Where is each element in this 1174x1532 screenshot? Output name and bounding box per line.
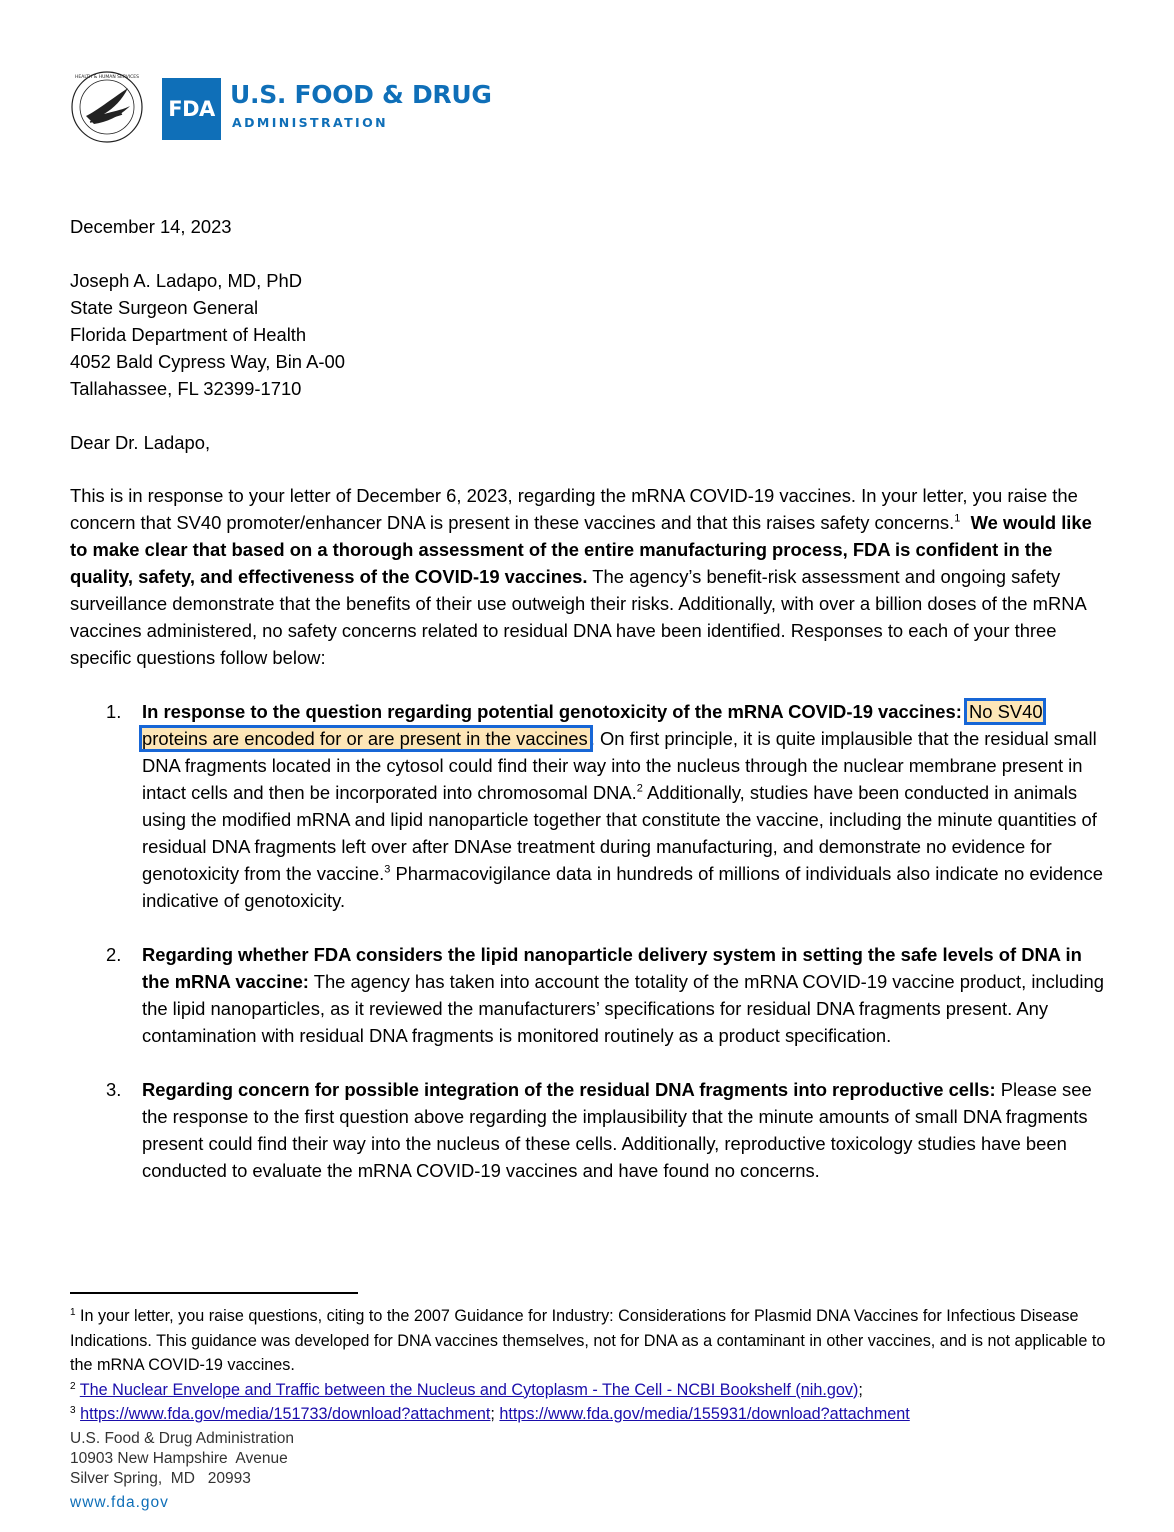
highlighted-statement: No SV40 proteins are encoded for or are present in the vaccines bbox=[142, 701, 1043, 749]
svg-text:HEALTH & HUMAN SERVICES: HEALTH & HUMAN SERVICES bbox=[75, 75, 139, 80]
response-item bbox=[70, 941, 1110, 1049]
address-line: Florida Department of Health bbox=[70, 324, 307, 345]
office-address bbox=[70, 1429, 294, 1513]
address-line: Tallahassee, FL 32399-1710 bbox=[70, 378, 302, 399]
response-number: 1. bbox=[106, 701, 122, 722]
footnote-ref[interactable]: 1 bbox=[954, 512, 961, 525]
response-number: 2. bbox=[106, 944, 122, 965]
footnotes bbox=[70, 1304, 1110, 1427]
response-body: Pharmacovigilance data in hundreds of millions of individuals also indicate no evidence indicative of genotoxicity. bbox=[142, 863, 1103, 911]
intro-bold-statement: We would like to make clear that based on a thorough assessment of the entire manufacturing process, FDA is confident in the quality, safety, and effectiveness of the COVID-19 vaccines. bbox=[70, 512, 1092, 587]
fda-download-link-2[interactable]: https://www.fda.gov/media/155931/download?attachment bbox=[499, 1405, 910, 1423]
address-line: 4052 Bald Cypress Way, Bin A-00 bbox=[70, 351, 345, 372]
office-line: 10903 New Hampshire Avenue bbox=[70, 1450, 288, 1467]
response-heading: Regarding whether FDA considers the lipid nanoparticle delivery system in setting the safe levels of DNA in the mRNA vaccine: bbox=[142, 944, 1082, 992]
intro-paragraph bbox=[70, 482, 1110, 671]
footnote-2 bbox=[70, 1378, 1110, 1403]
footnote-ref[interactable]: 2 bbox=[636, 782, 643, 795]
response-body: Additionally, studies have been conducted in animals using the modified mRNA and lipid nanoparticle together that constitute the vaccine, including the minute quantities of residual DNA fragments left over after DNAse treatment during manufacturing, and demonstrate no evidence for genotoxicity from the vaccine. bbox=[142, 782, 1097, 884]
footnote-ref[interactable]: 3 bbox=[384, 863, 391, 876]
footnote-marker: 3 bbox=[70, 1405, 76, 1416]
salutation: Dear Dr. Ladapo, bbox=[70, 432, 211, 453]
response-number: 3. bbox=[106, 1079, 122, 1100]
website-link[interactable]: www.fda.gov bbox=[70, 1494, 169, 1511]
fda-download-link-1[interactable]: https://www.fda.gov/media/151733/download?attachment bbox=[80, 1405, 491, 1423]
letterhead bbox=[70, 70, 490, 146]
response-heading: Regarding concern for possible integration of the residual DNA fragments into reproductive cells: bbox=[142, 1079, 996, 1100]
ncbi-bookshelf-link[interactable]: The Nuclear Envelope and Traffic between the Nucleus and Cytoplasm - The Cell - NCBI Bookshelf (nih.gov) bbox=[79, 1380, 859, 1399]
intro-text-continued: The agency’s benefit-risk assessment and ongoing safety surveillance demonstrate that the benefits of their use outweigh their risks. Additionally, with over a billion doses of the mRNA vaccines administered, no safety concerns related to residual DNA have been identified. Responses to each of your three specific questions follow below: bbox=[70, 566, 1086, 668]
responses-list bbox=[70, 698, 1110, 1211]
footnote-separator bbox=[70, 1292, 358, 1294]
response-body: The agency has taken into account the totality of the mRNA COVID-19 vaccine product, including the lipid nanoparticles, as it reviewed the manufacturers’ specifications for residual DNA fragments present. Any contamination with residual DNA fragments is monitored routinely as a product specification. bbox=[142, 971, 1104, 1046]
footnote-text: In your letter, you raise questions, citing to the 2007 Guidance for Industry: Considerations for Plasmid DNA Vaccines for Infectious Disease Indications. This guidance was developed for DNA vaccines themselves, not for DNA as a contaminant in other vaccines, and is not applicable to the mRNA COVID-19 vaccines. bbox=[70, 1307, 1106, 1374]
footnote-marker: 1 bbox=[70, 1307, 76, 1318]
address-line: Joseph A. Ladapo, MD, PhD bbox=[70, 270, 303, 291]
agency-subtitle: ADMINISTRATION bbox=[232, 115, 388, 130]
footnote-marker: 2 bbox=[70, 1380, 76, 1392]
office-line: U.S. Food & Drug Administration bbox=[70, 1430, 294, 1447]
footnote-3 bbox=[70, 1402, 1110, 1427]
address-line: State Surgeon General bbox=[70, 297, 259, 318]
response-item bbox=[70, 698, 1110, 914]
response-body: Please see the response to the first question above regarding the implausibility that the minute amounts of small DNA fragments present could find their way into the nucleus of these cells. Additionally, reproductive toxicology studies have been conducted to evaluate the mRNA COVID-19 vaccines and have found no concerns. bbox=[142, 1079, 1092, 1181]
intro-text: This is in response to your letter of December 6, 2023, regarding the mRNA COVID-19 vaccines. In your letter, you raise the concern that SV40 promoter/enhancer DNA is present in these vaccines and that this raises safety concerns. bbox=[70, 485, 1078, 533]
response-item bbox=[70, 1076, 1110, 1184]
letter-date: December 14, 2023 bbox=[70, 216, 232, 237]
fda-logo-mark: FDA bbox=[162, 78, 221, 140]
response-heading: In response to the question regarding potential genotoxicity of the mRNA COVID-19 vaccines: bbox=[142, 701, 962, 722]
footnote-separator-text: ; bbox=[490, 1405, 500, 1423]
agency-name: U.S. FOOD & DRUG bbox=[230, 80, 492, 109]
footnote-suffix: ; bbox=[858, 1380, 863, 1399]
footnote-1 bbox=[70, 1304, 1110, 1378]
recipient-address bbox=[70, 267, 345, 402]
hhs-seal-icon bbox=[70, 70, 144, 144]
response-body: . On first principle, it is quite implausible that the residual small DNA fragments located in the cytosol could find their way into the nucleus through the nuclear membrane present in intact cells and then be incorporated into chromosomal DNA. bbox=[142, 728, 1097, 803]
office-line: Silver Spring, MD 20993 bbox=[70, 1470, 251, 1487]
